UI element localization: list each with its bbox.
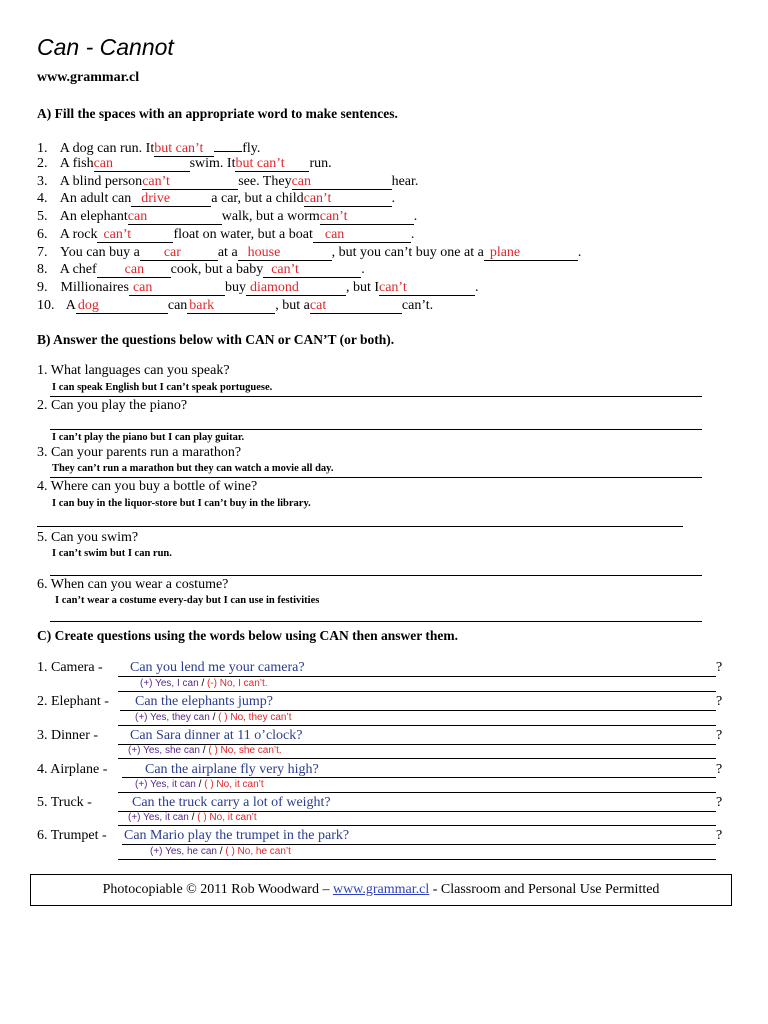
- question-mark: ?: [716, 694, 723, 709]
- word-label-airplane: 4. Airplane -: [37, 762, 108, 777]
- answer-options-c-1: (+) Yes, I can / (-) No, I can’t.: [140, 678, 268, 689]
- word-label-truck: 5. Truck -: [37, 795, 92, 810]
- exercise-a-item-6: 6. A rock can’t float on water, but a boat can .: [37, 227, 415, 242]
- question-line: [120, 710, 716, 711]
- yes-option[interactable]: (+) Yes, he can: [150, 846, 217, 857]
- question-mark: ?: [716, 828, 723, 843]
- question-b-1: 1. What languages can you speak?: [37, 363, 230, 378]
- question-c-2[interactable]: Can the elephants jump?: [135, 694, 274, 709]
- answer-b-4[interactable]: I can buy in the liquor-store but I can’t buy in the library.: [52, 498, 311, 509]
- section-a-heading: A) Fill the spaces with an appropriate word to make sentences.: [37, 106, 398, 121]
- answer-b-6[interactable]: I can’t wear a costume every-day but I can use in festivities: [55, 595, 320, 606]
- question-mark: ?: [716, 762, 723, 777]
- question-mark: ?: [716, 795, 723, 810]
- no-option[interactable]: ( ) No, it can’t: [204, 779, 264, 790]
- answer-blank[interactable]: cat: [310, 298, 402, 314]
- word-label-dinner: 3. Dinner -: [37, 728, 99, 743]
- word-label-elephant: 2. Elephant -: [37, 694, 109, 709]
- answer-line: [118, 825, 716, 826]
- answer-line: [50, 396, 702, 397]
- question-b-6: 6. When can you wear a costume?: [37, 577, 229, 592]
- yes-option[interactable]: (+) Yes, it can: [128, 812, 189, 823]
- exercise-a-item-2: 2. A fishcan swim. Itbut can’t run.: [37, 156, 332, 171]
- answer-line: [118, 758, 716, 759]
- footer-text-end: - Classroom and Personal Use Permitted: [429, 882, 660, 897]
- answer-line: [50, 575, 702, 576]
- exercise-a-item-9: 9. Millionaires can buy diamond , but Ican’t .: [37, 280, 479, 295]
- no-option[interactable]: ( ) No, they can’t: [218, 712, 292, 723]
- answer-blank[interactable]: can: [313, 227, 411, 243]
- section-c-heading: C) Create questions using the words below using CAN then answer them.: [37, 628, 459, 643]
- question-c-3[interactable]: Can Sara dinner at 11 o’clock?: [130, 728, 303, 743]
- question-c-5[interactable]: Can the truck carry a lot of weight?: [132, 795, 331, 810]
- question-c-4[interactable]: Can the airplane fly very high?: [145, 762, 319, 777]
- no-option[interactable]: ( ) No, he can’t: [225, 846, 291, 857]
- answer-blank[interactable]: but can’t: [235, 156, 309, 172]
- yes-option[interactable]: (+) Yes, I can: [140, 678, 199, 689]
- answer-blank[interactable]: car: [140, 245, 218, 261]
- question-b-2: 2. Can you play the piano?: [37, 398, 188, 413]
- answer-blank[interactable]: can’t: [304, 191, 392, 207]
- answer-blank[interactable]: bark: [187, 298, 275, 314]
- no-option[interactable]: ( ) No, it can’t: [197, 812, 257, 823]
- answer-options-c-5: (+) Yes, it can / ( ) No, it can’t: [128, 812, 257, 823]
- answer-blank[interactable]: but can’t: [154, 141, 214, 157]
- answer-line: [118, 792, 716, 793]
- answer-b-3[interactable]: They can’t run a marathon but they can watch a movie all day.: [52, 463, 334, 474]
- answer-blank[interactable]: diamond: [246, 280, 346, 296]
- footer-box: [30, 874, 732, 906]
- answer-line: [118, 691, 716, 692]
- answer-blank[interactable]: can: [94, 156, 190, 172]
- exercise-a-item-4: 4. An adult can drive a car, but a childcan’t .: [37, 191, 396, 206]
- yes-option[interactable]: (+) Yes, it can: [135, 779, 196, 790]
- page-title: Can - Cannot: [37, 34, 174, 60]
- answer-blank[interactable]: can: [129, 280, 225, 296]
- answer-line: [50, 477, 702, 478]
- exercise-a-item-1: 1. A dog can run. Itbut can’t fly.: [37, 138, 260, 157]
- answer-b-1[interactable]: I can speak English but I can’t speak portuguese.: [52, 382, 273, 393]
- yes-option[interactable]: (+) Yes, they can: [135, 712, 210, 723]
- answer-blank[interactable]: can: [128, 209, 222, 225]
- answer-blank[interactable]: house: [238, 245, 332, 261]
- question-b-3: 3. Can your parents run a marathon?: [37, 445, 242, 460]
- question-mark: ?: [716, 728, 723, 743]
- question-line: [122, 844, 716, 845]
- exercise-a-item-7: 7. You can buy a car at a house , but you can’t buy one at a plane .: [37, 245, 582, 260]
- question-b-4: 4. Where can you buy a bottle of wine?: [37, 479, 258, 494]
- answer-blank[interactable]: can: [97, 262, 171, 278]
- exercise-a-item-8: 8. A chef can cook, but a baby can’t .: [37, 262, 365, 277]
- answer-line: [118, 859, 716, 860]
- no-option[interactable]: (-) No, I can’t.: [207, 678, 268, 689]
- answer-line: [50, 621, 702, 622]
- answer-options-c-4: (+) Yes, it can / ( ) No, it can’t: [135, 779, 264, 790]
- answer-line: [118, 725, 716, 726]
- answer-b-5[interactable]: I can’t swim but I can run.: [52, 548, 172, 559]
- question-c-6[interactable]: Can Mario play the trumpet in the park?: [124, 828, 350, 843]
- yes-option[interactable]: (+) Yes, she can: [128, 745, 200, 756]
- answer-line: [37, 526, 683, 527]
- section-b-heading: B) Answer the questions below with CAN or CAN’T (or both).: [37, 332, 395, 347]
- word-label-trumpet: 6. Trumpet -: [37, 828, 107, 843]
- answer-options-c-6: (+) Yes, he can / ( ) No, he can’t: [150, 846, 291, 857]
- footer-link[interactable]: www.grammar.cl: [332, 882, 430, 897]
- footer-text: Photocopiable © 2011 Rob Woodward –: [102, 882, 333, 897]
- answer-blank[interactable]: drive: [131, 191, 211, 207]
- answer-line: [50, 429, 702, 430]
- answer-b-2[interactable]: I can’t play the piano but I can play guitar.: [52, 432, 245, 443]
- word-label-camera: 1. Camera -: [37, 660, 103, 675]
- answer-blank[interactable]: can: [292, 174, 392, 190]
- answer-blank[interactable]: dog: [76, 298, 168, 314]
- site-url[interactable]: www.grammar.cl: [37, 70, 140, 85]
- question-line: [118, 676, 716, 677]
- no-option[interactable]: ( ) No, she can’t.: [208, 745, 282, 756]
- answer-blank[interactable]: can’t: [97, 227, 173, 243]
- exercise-a-item-3: 3. A blind personcan’t see. Theycan hear.: [37, 174, 419, 189]
- question-c-1[interactable]: Can you lend me your camera?: [130, 660, 305, 675]
- answer-blank[interactable]: plane: [484, 245, 578, 261]
- answer-options-c-2: (+) Yes, they can / ( ) No, they can’t: [135, 712, 292, 723]
- exercise-a-item-5: 5. An elephantcan walk, but a wormcan’t .: [37, 209, 418, 224]
- exercise-a-item-10: 10. A dog can bark , but acat can’t.: [37, 298, 434, 313]
- answer-blank[interactable]: can’t: [263, 262, 361, 278]
- answer-blank[interactable]: can’t: [320, 209, 414, 225]
- question-line: [122, 777, 716, 778]
- question-b-5: 5. Can you swim?: [37, 530, 139, 545]
- answer-options-c-3: (+) Yes, she can / ( ) No, she can’t.: [128, 745, 282, 756]
- answer-blank[interactable]: can’t: [142, 174, 238, 190]
- answer-blank[interactable]: can’t: [379, 280, 475, 296]
- question-mark: ?: [716, 660, 723, 675]
